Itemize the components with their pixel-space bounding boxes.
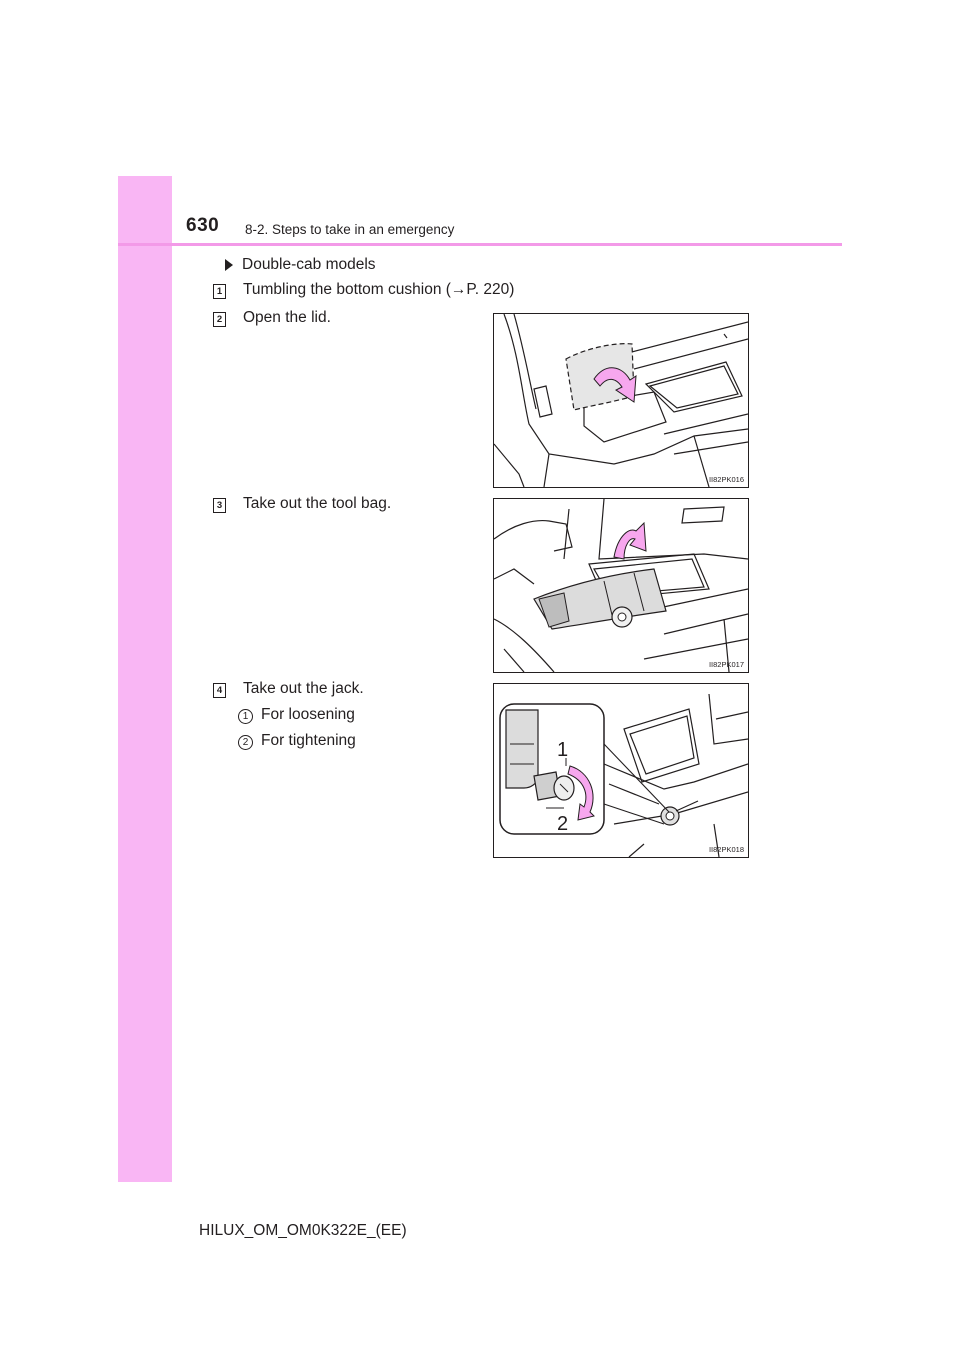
figure-open-lid [493, 313, 749, 488]
side-tab [118, 176, 172, 1182]
substep-number-2: 2 [238, 735, 253, 750]
step-number-2: 2 [213, 312, 226, 327]
callout-label-1: 1 [557, 739, 569, 761]
tool-bag-illustration [494, 499, 748, 672]
document-footer: HILUX_OM_OM0K322E_(EE) [199, 1222, 407, 1239]
variant-heading [225, 256, 376, 274]
callout-label-2: 2 [557, 813, 569, 835]
figure-code: II82PK017 [708, 660, 744, 669]
figure-code: II82PK018 [708, 845, 744, 854]
substep-number-1: 1 [238, 709, 253, 724]
page-number: 630 [186, 215, 220, 236]
substep-text-1: For loosening [261, 706, 355, 723]
jack-illustration [494, 684, 748, 857]
triangle-bullet-icon [225, 259, 233, 271]
open-lid-illustration [494, 314, 748, 487]
step-text-1: Tumbling the bottom cushion (→P. 220) [243, 281, 515, 298]
step-text-2: Open the lid. [243, 309, 331, 326]
variant-label: Double-cab models [242, 256, 376, 273]
step-number-1: 1 [213, 284, 226, 299]
figure-code: II82PK016 [708, 475, 744, 484]
header-divider [118, 243, 842, 246]
substep-text-2: For tightening [261, 732, 356, 749]
section-title: 8-2. Steps to take in an emergency [245, 222, 455, 237]
step-number-4: 4 [213, 683, 226, 698]
step-number-3: 3 [213, 498, 226, 513]
figure-tool-bag [493, 498, 749, 673]
step-text-3: Take out the tool bag. [243, 495, 392, 512]
step-text-4: Take out the jack. [243, 680, 364, 697]
figure-jack [493, 683, 749, 858]
